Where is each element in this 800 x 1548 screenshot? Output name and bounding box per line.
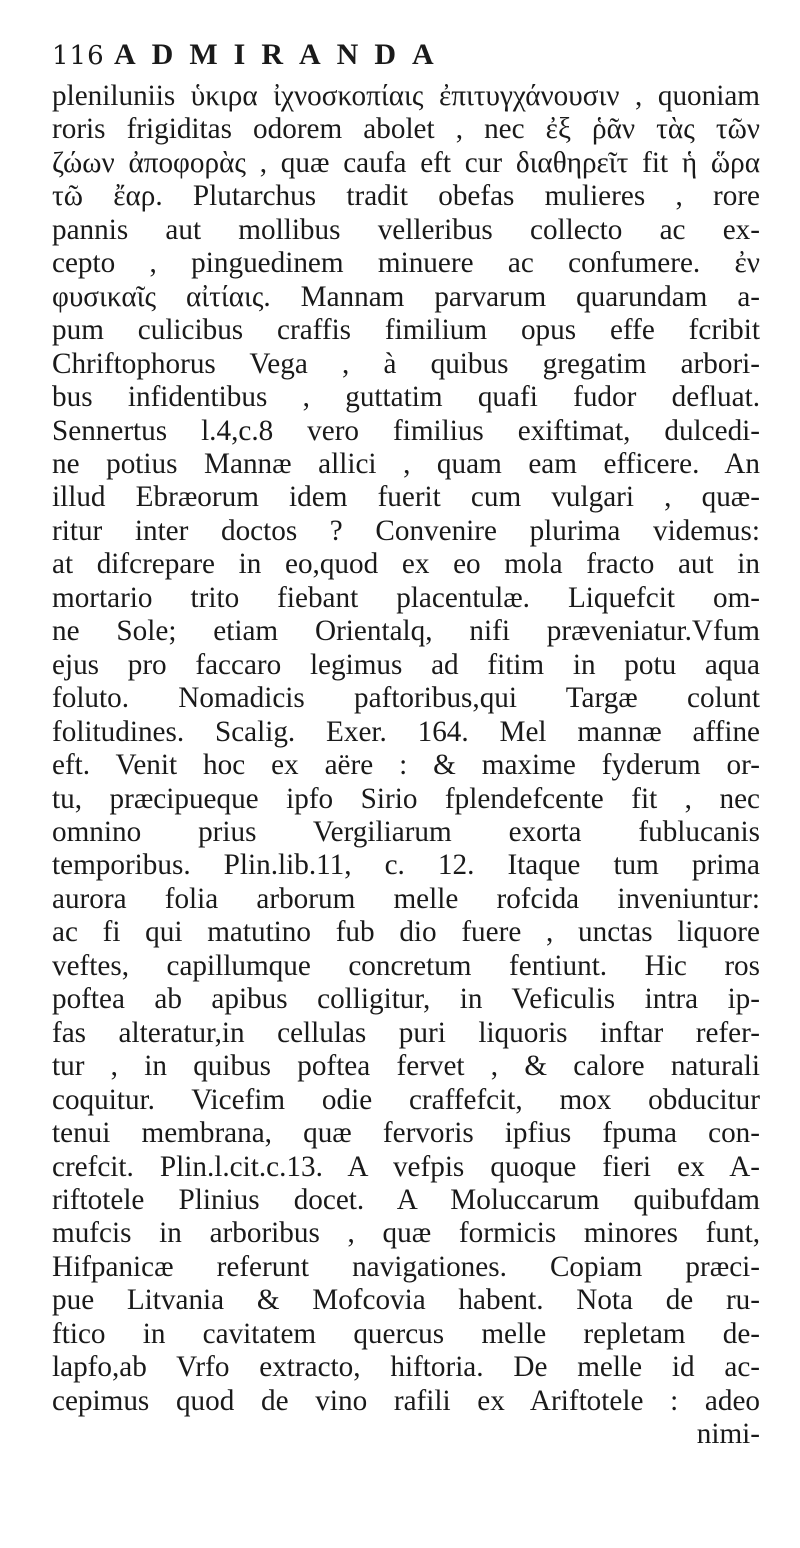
body-text [52,80,760,1418]
text-line: cepimus quod de vino rafili ex Ariftotele : adeo [52,1384,760,1417]
text-line: ac fi qui matutino fub dio fuere , unctas liquore [52,916,760,949]
text-line: cepto , pinguedinem minuere ac confumere. ἐν [52,247,760,280]
page-number: 116 [52,41,105,71]
text-line: foluto. Nomadicis paftoribus,qui Targæ colunt [52,682,760,715]
text-line: aurora folia arborum melle rofcida inveniuntur: [52,882,760,915]
running-title: ADMIRANDA [114,38,450,71]
text-line: omnino prius Vergiliarum exorta fublucanis [52,815,760,848]
text-line: Chriftophorus Vega , à quibus gregatim arbori- [52,347,760,380]
text-line: fas alteratur,in cellulas puri liquoris inftar refer- [52,1016,760,1049]
text-line: mufcis in arboribus , quæ formicis minores funt, [52,1217,760,1250]
text-line: ftico in cavitatem quercus melle repletam de- [52,1317,760,1350]
text-line: ejus pro faccaro legimus ad fitim in potu aqua [52,648,760,681]
text-line: veftes, capillumque concretum fentiunt. Hic ros [52,949,760,982]
catchword: nimi- [696,1418,760,1451]
text-line: roris frigiditas odorem abolet , nec ἐξ ῥᾶν τὰς τῶν [52,113,760,146]
text-line: tu, præcipueque ipfo Sirio fplendefcente fit , nec [52,782,760,815]
text-line: temporibus. Plin.lib.11, c. 12. Itaque tum prima [52,849,760,882]
text-line: φυσικαῖς αἰτίαις. Mannam parvarum quarundam a- [52,280,760,313]
text-line: Hifpanicæ referunt navigationes. Copiam præci- [52,1250,760,1283]
text-line: poftea ab apibus colligitur, in Veficulis intra ip- [52,983,760,1016]
text-line: pum culicibus craffis fimilium opus effe fcribit [52,314,760,347]
text-line: tenui membrana, quæ fervoris ipfius fpuma con- [52,1117,760,1150]
text-line: bus infidentibus , guttatim quafi fudor defluat. [52,381,760,414]
text-line: tur , in quibus poftea fervet , & calore naturali [52,1050,760,1083]
text-line: lapfo,ab Vrfo extracto, hiftoria. De melle id ac- [52,1351,760,1384]
text-line: at difcrepare in eo,quod ex eo mola fracto aut in [52,548,760,581]
text-line: pannis aut mollibus velleribus collecto ac ex- [52,213,760,246]
text-line: Sennertus l.4,c.8 vero fimilius exiftimat, dulcedi- [52,414,760,447]
running-head [52,38,760,80]
text-line: pleniluniis ὑκιρα ἰχνοσκοπίαις ἐπιτυγχάνουσιν , quoniam [52,80,760,112]
text-line: ζώων ἀποφορὰς , quæ caufa eft cur διαθηρεῖτ fit ἡ ὥρα [52,146,760,179]
text-line: ne potius Mannæ allici , quam eam efficere. An [52,447,760,480]
text-line: τῶ ἔαρ. Plutarchus tradit obefas mulieres , rore [52,180,760,213]
text-line: riftotele Plinius docet. A Moluccarum quibufdam [52,1183,760,1216]
text-line: ritur inter doctos ? Convenire plurima videmus: [52,514,760,547]
text-line: pue Litvania & Mofcovia habent. Nota de ru- [52,1284,760,1317]
text-line: coquitur. Vicefim odie craffefcit, mox obducitur [52,1083,760,1116]
text-line: folitudines. Scalig. Exer. 164. Mel mannæ affine [52,715,760,748]
text-line: crefcit. Plin.l.cit.c.13. A vefpis quoque fieri ex A- [52,1150,760,1183]
text-line: ne Sole; etiam Orientalq, nifi præveniatur.Vfum [52,615,760,648]
text-line: eft. Venit hoc ex aëre : & maxime fyderum or- [52,749,760,782]
text-line: illud Ebræorum idem fuerit cum vulgari , quæ- [52,481,760,514]
text-line: mortario trito fiebant placentulæ. Liquefcit om- [52,581,760,614]
